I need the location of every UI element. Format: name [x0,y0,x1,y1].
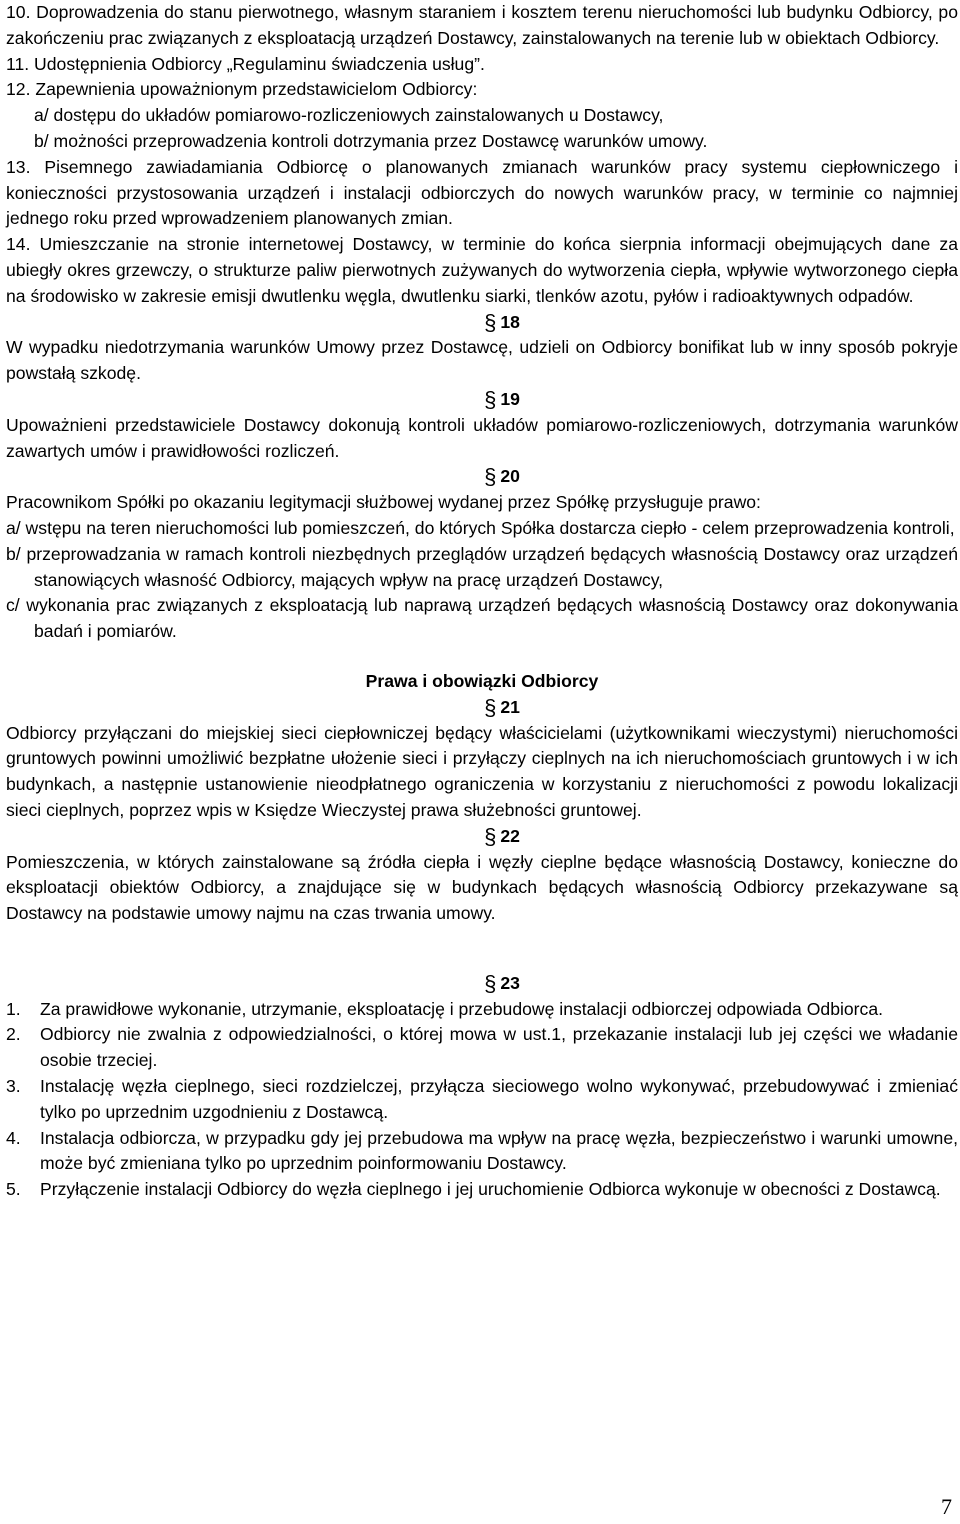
section-20-item-c: c/ wykonania prac związanych z eksploatacją lub naprawą urządzeń będących własnością Dostawcy oraz dokonywania badań i pomiarów. [6,595,958,642]
list-item [6,1074,958,1126]
section-symbol: § [484,970,497,996]
section-23-number: 23 [500,972,520,993]
spacer [6,645,958,669]
list-item [6,1022,958,1074]
spacer [6,927,958,971]
list-item-text: Odbiorcy nie zwalnia z odpowiedzialności, o której mowa w ust.1, przekazanie instalacji lub jej części we władanie osobie trzeciej. [40,1024,958,1071]
list-item [6,1126,958,1178]
section-23-list [6,997,958,1203]
intro-item-13: 13. Pisemnego zawiadamiania Odbiorcę o planowanych zmianach warunków pracy systemu ciepłowniczego i konieczności przystosowania urządzeń i instalacji odbiorczych do nowych warunków pracy, w terminie co najmniej jednego roku przed wprowadzeniem planowanych zmian. [6,156,958,229]
list-item [6,1177,958,1203]
list-item-text: Za prawidłowe wykonanie, utrzymanie, eksploatację i przebudowę instalacji odbiorczej odpowiada Odbiorca. [40,998,883,1019]
list-item [6,997,958,1023]
list-item-number: 4. [6,1127,21,1148]
section-22-number: 22 [500,825,520,846]
section-18-heading [26,310,960,336]
section-19-heading [26,387,960,413]
section-22-heading [26,824,960,850]
section-22-text: Pomieszczenia, w których zainstalowane są źródła ciepła i węzły cieplne będące własnością Dostawcy, konieczne do eksploatacji obiektów Odbiorcy, a znajdujące się w budynkach będących własnością Odbiorcy przekazywane są Dostawcy na podstawie umowy najmu na czas trwania umowy. [6,851,958,924]
section-symbol: § [484,464,497,490]
list-item-number: 3. [6,1076,21,1097]
intro-item-14: 14. Umieszczanie na stronie internetowej Dostawcy, w terminie do końca sierpnia informacji obejmujących dane za ubiegły okres grzewczy, o strukturze paliw pierwotnych zużywanych do wytworzenia ciepła, wpływie wytworzonego ciepła na środowisko w zakresie emisji dwutlenku węgla, dwutlenku siarki, tlenków azotu, pyłów i radioaktywnych odpadów. [6,234,958,306]
section-symbol: § [484,694,497,720]
section-18-text: W wypadku niedotrzymania warunków Umowy przez Dostawcę, udzieli on Odbiorcy bonifikat lub w inny sposób pokryje powstałą szkodę. [6,337,958,384]
section-21-number: 21 [500,696,520,717]
section-23-heading [26,971,960,997]
section-symbol: § [484,386,497,412]
section-20-text: Pracownikom Spółki po okazaniu legitymacji służbowej wydanej przez Spółkę przysługuje prawo: [6,492,761,513]
list-item-text: Przyłączenie instalacji Odbiorcy do węzła cieplnego i jej uruchomienie Odbiorca wykonuje w obecności z Dostawcą. [40,1179,941,1200]
intro-item-12: 12. Zapewnienia upoważnionym przedstawicielom Odbiorcy: [6,79,478,100]
document-page [6,0,958,1203]
section-18-number: 18 [500,311,520,332]
section-21-heading [26,695,960,721]
section-20-heading [26,464,960,490]
section-symbol: § [484,823,497,849]
intro-item-12-sub-a: a/ dostępu do układów pomiarowo-rozliczeniowych zainstalowanych u Dostawcy, [34,105,664,126]
section-21-text: Odbiorcy przyłączani do miejskiej sieci ciepłowniczej będący właścicielami (użytkownikami wieczystymi) nieruchomości gruntowych powinni umożliwić bezpłatne ułożenie sieci i przyłączy cieplnych na ich nieruchomościach gruntowych i w ich budynkach, a następnie ustanowienie nieodpłatnego ograniczenia w korzystaniu z nieruchomości z powodu lokalizacji sieci cieplnych, poprzez wpis w Księdze Wieczystej prawa służebności gruntowej. [6,722,958,820]
chapter-heading: Prawa i obowiązki Odbiorcy [365,670,599,691]
list-item-text: Instalacja odbiorcza, w przypadku gdy jej przebudowa ma wpływ na pracę węzła, bezpieczeństwo i warunki umowne, może być zmieniana tylko po uprzednim poinformowaniu Dostawcy. [40,1127,958,1174]
section-20-number: 20 [500,466,520,487]
page-number: 7 [941,1494,952,1519]
section-20-item-a: a/ wstępu na teren nieruchomości lub pomieszczeń, do których Spółka dostarcza ciepło - celem przeprowadzenia kontroli, [6,517,955,538]
list-item-number: 1. [6,998,21,1019]
section-symbol: § [484,309,497,335]
list-item-number: 5. [6,1179,21,1200]
intro-item-10: 10. Doprowadzenia do stanu pierwotnego, własnym staraniem i kosztem terenu nieruchomości lub budynku Odbiorcy, po zakończeniu prac związanych z eksploatacją urządzeń Dostawcy, zainstalowanych na terenie lub w obiektach Odbiorcy. [6,2,958,48]
list-item-number: 2. [6,1024,21,1045]
section-19-text: Upoważnieni przedstawiciele Dostawcy dokonują kontroli układów pomiarowo-rozliczeniowych, dotrzymania warunków zawartych umów i prawidłowości rozliczeń. [6,414,958,461]
list-item-text: Instalację węzła cieplnego, sieci rozdzielczej, przyłącza sieciowego wolno wykonywać, przebudowywać i zmieniać tylko po uprzednim uzgodnieniu z Dostawcą. [40,1076,958,1122]
section-20-item-b: b/ przeprowadzania w ramach kontroli niezbędnych przeglądów urządzeń będących własnością Dostawcy oraz urządzeń stanowiących własność Odbiorcy, mających wpływ na pracę urządzeń Dostawcy, [6,543,958,590]
section-19-number: 19 [500,388,520,409]
intro-item-11: 11. Udostępnienia Odbiorcy „Regulaminu świadczenia usług”. [6,53,485,74]
intro-item-12-sub-b: b/ możności przeprowadzenia kontroli dotrzymania przez Dostawcę warunków umowy. [34,130,708,151]
